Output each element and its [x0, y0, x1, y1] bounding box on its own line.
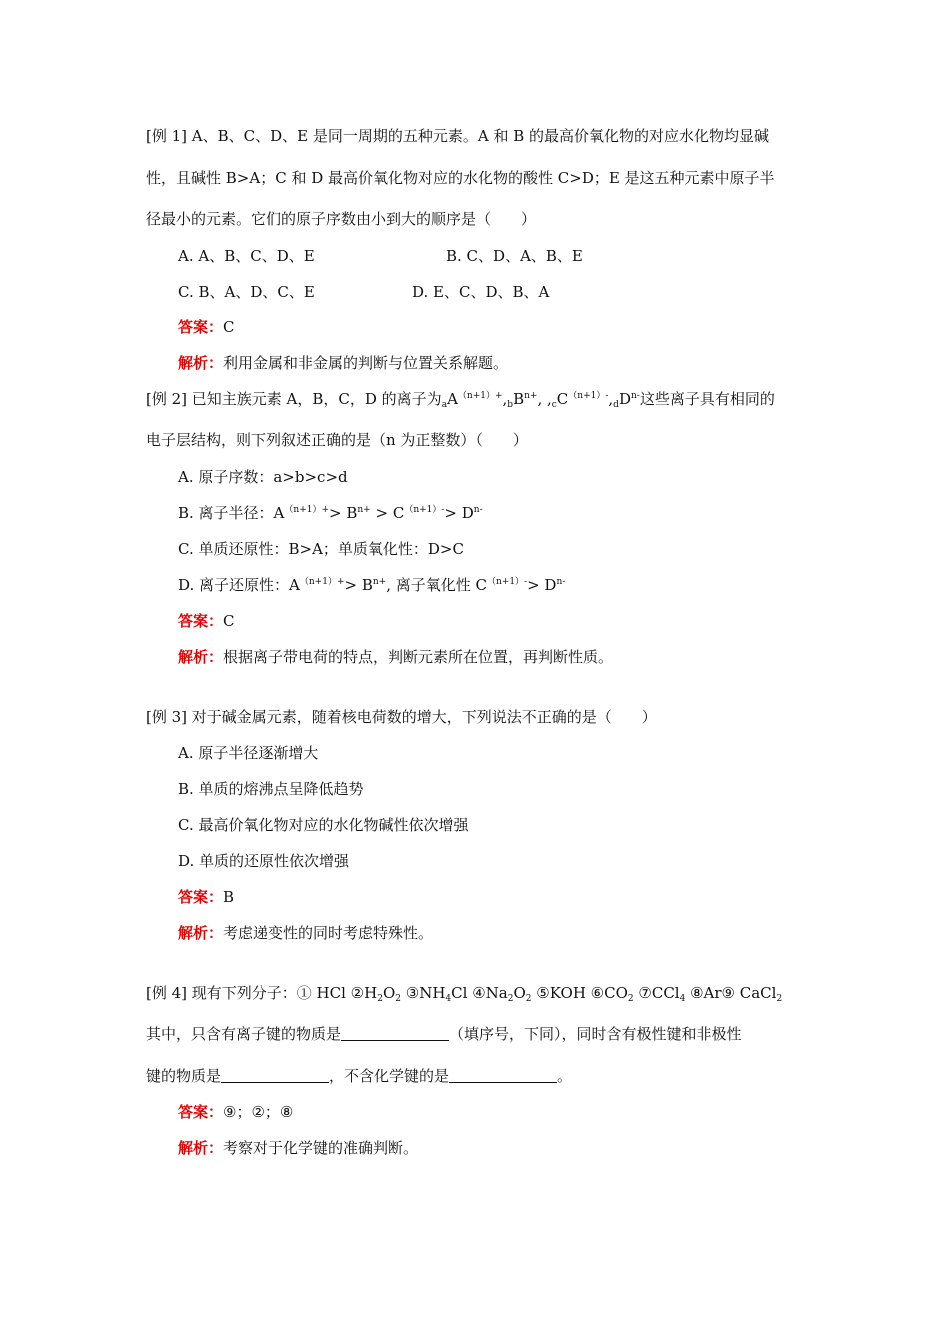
answer-blank-3[interactable]: [449, 1068, 557, 1083]
ion-d: D: [618, 390, 631, 408]
option-text: > C: [370, 504, 405, 522]
ex3-option-a: A. 原子半径逐渐增大: [178, 744, 319, 762]
charge: （n+1）+: [299, 577, 345, 587]
ex2-option-d: [178, 575, 565, 595]
charge-d: n-: [630, 391, 640, 401]
ex1-answer: [178, 317, 235, 337]
charge: n+: [357, 505, 371, 515]
ex1-question-line-1: [例 1] A、B、C、D、E 是同一周期的五种元素。A 和 B 的最高价氧化物的对应水化物均显碱: [146, 127, 770, 145]
question-text: 其中，只含有离子键的物质是: [146, 1025, 342, 1043]
answer-label: 答案：: [178, 1103, 224, 1121]
question-text: ，不含化学键的是: [329, 1067, 450, 1085]
answer-label: 答案：: [178, 888, 224, 906]
ex3-answer: [178, 887, 234, 907]
ex2-question-line-1: [146, 389, 775, 409]
option-text: > D: [527, 576, 557, 594]
separator: , ,: [537, 390, 552, 408]
subscript: 2: [507, 994, 514, 1004]
charge: （n+1）-: [404, 505, 445, 515]
question-text: 键的物质是: [146, 1067, 222, 1085]
atomic-number-b: b: [507, 400, 514, 410]
ex1-question-line-2: 性，且碱性 B>A；C 和 D 最高价氧化物对应的水化物的酸性 C>D；E 是这五种元素中原子半: [146, 169, 775, 187]
charge: （n+1）+: [284, 505, 330, 515]
ex3-option-c: C. 最高价氧化物对应的水化物碱性依次增强: [178, 816, 469, 834]
atomic-number-a: a: [441, 400, 448, 410]
formula-text: O: [513, 984, 526, 1002]
atomic-number-c: c: [551, 400, 557, 410]
ex2-option-b: [178, 503, 483, 523]
ex3-option-b: B. 单质的熔沸点呈降低趋势: [178, 780, 364, 798]
subscript: 2: [395, 994, 401, 1004]
ex1-explanation: [178, 353, 508, 373]
option-text: > B: [344, 576, 373, 594]
ion-a: A: [447, 390, 458, 408]
answer-blank-1[interactable]: [341, 1026, 449, 1041]
formula-text: ③NH: [401, 984, 446, 1002]
formula-text: ⑦CCl: [633, 984, 680, 1002]
ion-c: C: [556, 390, 569, 408]
explanation-text: 考察对于化学键的准确判断。: [223, 1139, 419, 1157]
charge: n-: [473, 505, 483, 515]
answer-value: ⑨；②；⑧: [223, 1103, 294, 1121]
question-text: （填序号，下同），同时含有极性键和非极性: [449, 1025, 742, 1043]
ex2-option-c: C. 单质还原性：B>A；单质氧化性：D>C: [178, 540, 464, 558]
answer-label: 答案：: [178, 612, 224, 630]
ex2-question-prefix: [例 2] 已知主族元素 A，B，C，D 的离子为: [146, 390, 442, 408]
formula-text: Cl ④Na: [451, 984, 508, 1002]
explanation-text: 利用金属和非金属的判断与位置关系解题。: [223, 354, 509, 372]
ex4-question-line-2: [146, 1024, 742, 1044]
formula-text: [例 4] 现有下列分子：① HCl ②H: [146, 984, 378, 1002]
explanation-text: 考虑递变性的同时考虑特殊性。: [223, 924, 434, 942]
explanation-label: 解析：: [178, 1139, 224, 1157]
ex2-question-line-2: 电子层结构，则下列叙述正确的是（n 为正整数）（ ）: [146, 431, 528, 449]
ex4-answer: [178, 1102, 293, 1122]
subscript: 2: [627, 994, 634, 1004]
ex3-option-d: D. 单质的还原性依次增强: [178, 852, 350, 870]
option-text: B. 离子半径：A: [178, 504, 285, 522]
answer-blank-2[interactable]: [221, 1068, 329, 1083]
formula-text: ⑤KOH ⑥CO: [531, 984, 628, 1002]
ex3-explanation: [178, 923, 433, 943]
separator: ,: [502, 390, 508, 408]
formula-text: O: [382, 984, 396, 1002]
subscript: 4: [679, 994, 686, 1004]
ion-b: B: [513, 390, 525, 408]
answer-value: C: [223, 318, 235, 336]
ex1-option-a: A. A、B、C、D、E: [178, 247, 315, 265]
ex2-explanation: [178, 647, 613, 667]
charge: n-: [556, 577, 566, 587]
charge-b: n+: [524, 391, 538, 401]
question-text: 。: [557, 1067, 573, 1085]
ex4-question-line-1: [146, 983, 782, 1003]
ex1-question-line-3: 径最小的元素。它们的原子序数由小到大的顺序是（ ）: [146, 210, 537, 228]
subscript: 2: [776, 994, 783, 1004]
ex4-explanation: [178, 1138, 418, 1158]
charge: n+: [372, 577, 387, 587]
ex4-question-line-3: [146, 1066, 572, 1086]
option-text: D. 离子还原性：A: [178, 576, 300, 594]
explanation-label: 解析：: [178, 354, 224, 372]
answer-value: B: [223, 888, 235, 906]
explanation-label: 解析：: [178, 648, 224, 666]
ex2-option-a: A. 原子序数：a>b>c>d: [178, 468, 348, 486]
atomic-number-d: d: [613, 400, 619, 410]
option-text: , 离子氧化性 C: [386, 576, 487, 594]
ex1-option-c: C. B、A、D、C、E: [178, 283, 315, 301]
answer-value: C: [223, 612, 235, 630]
subscript: 2: [377, 994, 383, 1004]
option-text: > D: [444, 504, 474, 522]
ex1-option-b: B. C、D、A、B、E: [446, 247, 583, 265]
charge: （n+1）-: [486, 577, 528, 587]
formula-text: ⑧Ar⑨ CaCl: [685, 984, 777, 1002]
explanation-label: 解析：: [178, 924, 224, 942]
option-text: > B: [329, 504, 358, 522]
explanation-text: 根据离子带电荷的特点，判断元素所在位置，再判断性质。: [223, 648, 614, 666]
subscript: 2: [525, 994, 532, 1004]
ex3-question: [例 3] 对于碱金属元素，随着核电荷数的增大，下列说法不正确的是（ ）: [146, 708, 657, 726]
answer-label: 答案：: [178, 318, 224, 336]
subscript: 4: [445, 994, 452, 1004]
charge-c: （n+1）-: [568, 391, 609, 401]
ex2-question-suffix: 这些离子具有相同的: [639, 390, 775, 408]
charge-a: （n+1）+: [457, 391, 503, 401]
ex1-option-d: D. E、C、D、B、A: [412, 283, 550, 301]
separator: ,: [608, 390, 614, 408]
ex2-answer: [178, 611, 235, 631]
